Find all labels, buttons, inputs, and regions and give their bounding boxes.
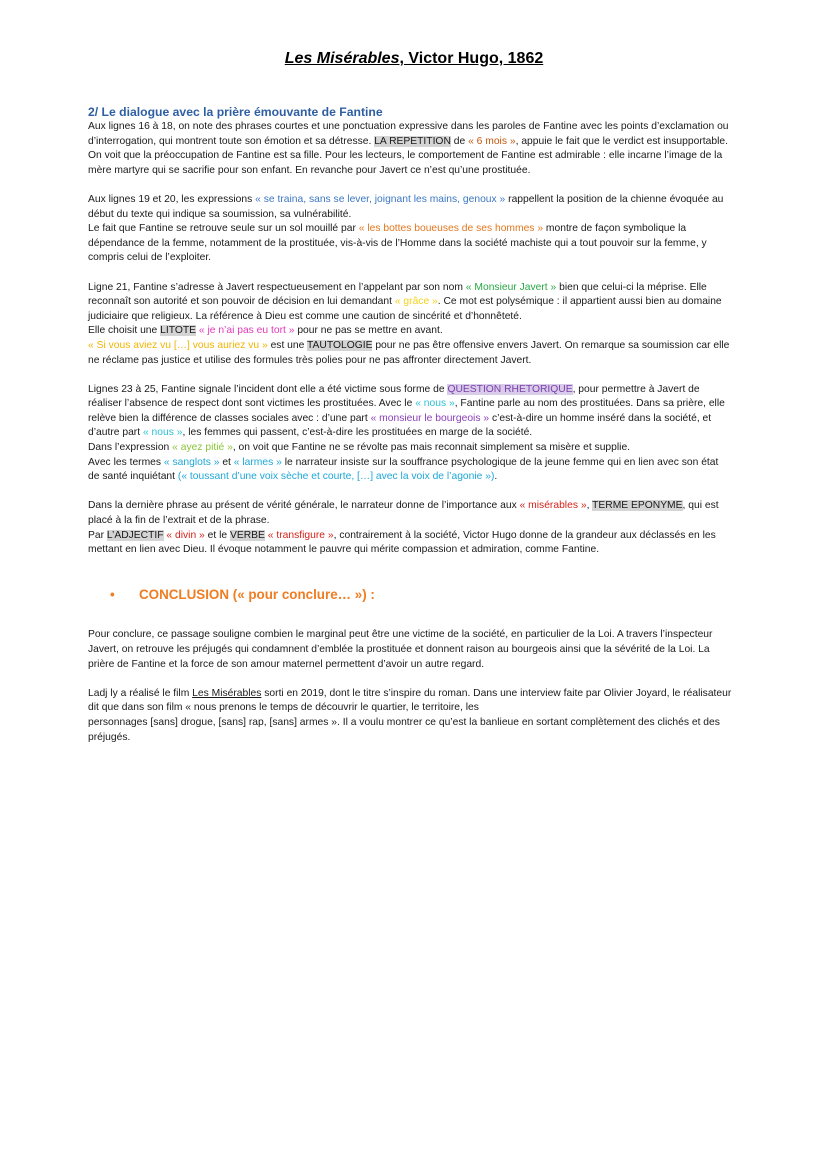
text: , les femmes qui passent, c’est-à-dire les prostituées en marge de la société.	[182, 427, 533, 439]
quote-ayez-pitie: « ayez pitié »	[172, 442, 233, 454]
text: de	[450, 135, 469, 147]
quote-divin: « divin »	[166, 529, 205, 541]
text: Par	[88, 529, 107, 541]
highlight-litote: LITOTE	[160, 325, 196, 337]
quote-bottes-boueuses: « les bottes boueuses de ses hommes »	[358, 223, 544, 235]
quote-je-nai-pas-eu-tort: « je n’ai pas eu tort »	[198, 325, 295, 337]
text: pour ne pas être offensive envers Javert. On remarque sa soumission car elle ne réclame pas justice et utilise des formules très polies pour ne pas affronter directement Javert.	[88, 339, 730, 366]
text: le narrateur insiste sur la souffrance psychologique de la jeune femme qui en lien avec son état de santé inquiétant	[88, 456, 719, 483]
title-author-year: , Victor Hugo, 1862	[399, 50, 544, 67]
quote-monsieur-le-bourgeois: « monsieur le bourgeois »	[370, 412, 490, 424]
text: est une	[267, 339, 308, 351]
paragraph-litote	[88, 324, 732, 339]
text: Ladj ly a réalisé le film	[88, 687, 193, 699]
quote-larmes: « larmes »	[233, 456, 282, 468]
text: et	[219, 456, 234, 468]
text: , appuie le fait que le verdict est insupportable. On voit que la préoccupation de Fantine est sa fille. Pour les lecteurs, le comportement de Fantine est admirable : elle incarne l’image de la mère martyre qui se sacrifie pour son enfant. En revanche pour Javert ce n’est qu’une prostituée.	[88, 135, 728, 176]
text: Dans l’expression	[88, 442, 173, 454]
film-title: Les Misérables	[192, 687, 262, 699]
bullet-icon: •	[110, 586, 115, 602]
quote-grace: « grâce »	[394, 296, 438, 308]
document-body	[88, 104, 732, 745]
text: , qui est placé à la fin de l’extrait et de la phrase.	[88, 500, 719, 527]
text: montre de façon symbolique la dépendance de la femme, notamment de la prostituée, vis-à-vis de l’Homme dans la société machiste qui a tout pouvoir sur la femme, y compris celui de l’exploiter.	[88, 223, 707, 264]
text: personnages [sans] drogue, [sans] rap, [sans] armes ». Il a voulu montrer ce qu’est la banlieue en sortant complètement des clichés et des préjugés.	[88, 716, 720, 743]
text: bien que celui-ci la méprise. Elle reconnaît son autorité et son pouvoir de décision en lui demandant	[88, 281, 707, 308]
paragraph-sanglots	[88, 456, 732, 485]
text: sorti en 2019, dont le titre s’inspire du roman. Dans une interview faite par Olivier Joyard, le réalisateur dit que dans son film « nous prenons le temps de découvrir le quartier, le territoire, les	[88, 687, 732, 714]
paragraph-lignes-19-20	[88, 193, 732, 222]
text: c’est-à-dire un homme inséré dans la société, et d’autre part	[88, 412, 712, 439]
text: Lignes 23 à 25, Fantine signale l’incident dont elle a été victime sous forme de	[88, 383, 448, 395]
paragraph-adjectif-verbe	[88, 529, 732, 558]
highlight-repetition: LA REPETITION	[374, 135, 451, 147]
text: .	[494, 471, 498, 483]
quote-6-mois: « 6 mois »	[468, 135, 516, 147]
text: , pour permettre à Javert de réaliser l’absence de respect dont sont victimes les prostituées. Avec le	[88, 383, 700, 410]
highlight-verbe: VERBE	[229, 529, 265, 541]
paragraph-sol-mouille	[88, 222, 732, 266]
text: Aux lignes 16 à 18, on note des phrases courtes et une ponctuation expressive dans les paroles de Fantine avec les points d’exclamation ou d’interrogation, qui montrent toute son émotion et sa détresse.	[88, 121, 729, 147]
text: , on voit que Fantine ne se révolte pas mais reconnait simplement sa misère et supplie.	[232, 442, 631, 454]
highlight-adjectif: L’ADJECTIF	[106, 529, 164, 541]
paragraph-film	[88, 687, 732, 745]
title-work: Les Misérables	[284, 50, 400, 67]
text: pour ne pas se mettre en avant.	[294, 325, 443, 337]
text: , contrairement à la société, Victor Hugo donne de la grandeur aux déclassés en les mettant en lien avec Dieu. Il évoque notamment le pauvre qui mérite compassion et admiration, comme Fantine.	[88, 529, 716, 556]
text: ,	[586, 500, 593, 512]
paragraph-ligne-21	[88, 281, 732, 325]
text: rappellent la position de la chienne évoquée au début du texte qui indique sa soumission, sa vulnérabilité.	[88, 193, 724, 220]
paragraph-derniere-phrase	[88, 499, 732, 528]
quote-toussant: (« toussant d’une voix sèche et courte, […] avec la voix de l’agonie »)	[177, 471, 495, 483]
text: Dans la dernière phrase au présent de vérité générale, le narrateur donne de l’importance aux	[88, 500, 520, 512]
quote-se-traina: « se traina, sans se lever, joignant les mains, genoux »	[255, 193, 506, 205]
quote-nous: « nous »	[415, 398, 455, 410]
conclusion-heading	[112, 588, 732, 603]
highlight-tautologie: TAUTOLOGIE	[307, 339, 373, 351]
quote-si-vous-aviez-vu: « Si vous aviez vu […] vous auriez vu »	[88, 339, 268, 351]
text: Elle choisit une	[88, 325, 161, 337]
text: Aux lignes 19 et 20, les expressions	[88, 193, 256, 205]
page-title	[0, 50, 828, 68]
quote-sanglots: « sanglots »	[163, 456, 220, 468]
paragraph-repetition	[88, 120, 732, 178]
text: Avec les termes	[88, 456, 164, 468]
paragraph-ayez-pitie	[88, 441, 732, 456]
paragraph-lignes-23-25	[88, 383, 732, 441]
conclusion-heading-text: CONCLUSION (« pour conclure… ») :	[139, 586, 375, 602]
section-heading: 2/ Le dialogue avec la prière émouvante de Fantine	[88, 105, 383, 119]
text: . Ce mot est polysémique : il appartient aussi bien au domaine judiciaire que religieux. La référence à Dieu est comme une caution de sincérité et d’honnêteté.	[88, 296, 722, 322]
highlight-question-rhetorique: QUESTION RHETORIQUE	[447, 383, 573, 395]
quote-monsieur-javert: « Monsieur Javert »	[465, 281, 557, 293]
quote-nous-2: « nous »	[142, 427, 183, 439]
text: Le fait que Fantine se retrouve seule sur un sol mouillé par	[88, 223, 359, 235]
text: , Fantine parle au nom des prostituées. Dans sa prière, elle relève bien la différence de classes sociales avec : d’une part	[88, 398, 725, 424]
quote-transfigure: « transfigure »	[267, 529, 334, 541]
text: Ligne 21, Fantine s’adresse à Javert respectueusement en l’appelant par son nom	[88, 281, 466, 293]
paragraph-tautologie	[88, 339, 732, 368]
paragraph-conclusion: Pour conclure, ce passage souligne combien le marginal peut être une victime de la société, en particulier de la Loi. A travers l’inspecteur Javert, on retrouve les préjugés qui condamnent d’emblée la prostituée et donnent raison au bourgeois ainsi que la sévérité de la Loi. La prière de Fantine et la force de son amour maternel permettent d’avoir un autre regard.	[88, 629, 713, 670]
quote-miserables: « misérables »	[519, 500, 587, 512]
highlight-terme-eponyme: TERME EPONYME	[592, 500, 683, 512]
text: et le	[204, 529, 230, 541]
